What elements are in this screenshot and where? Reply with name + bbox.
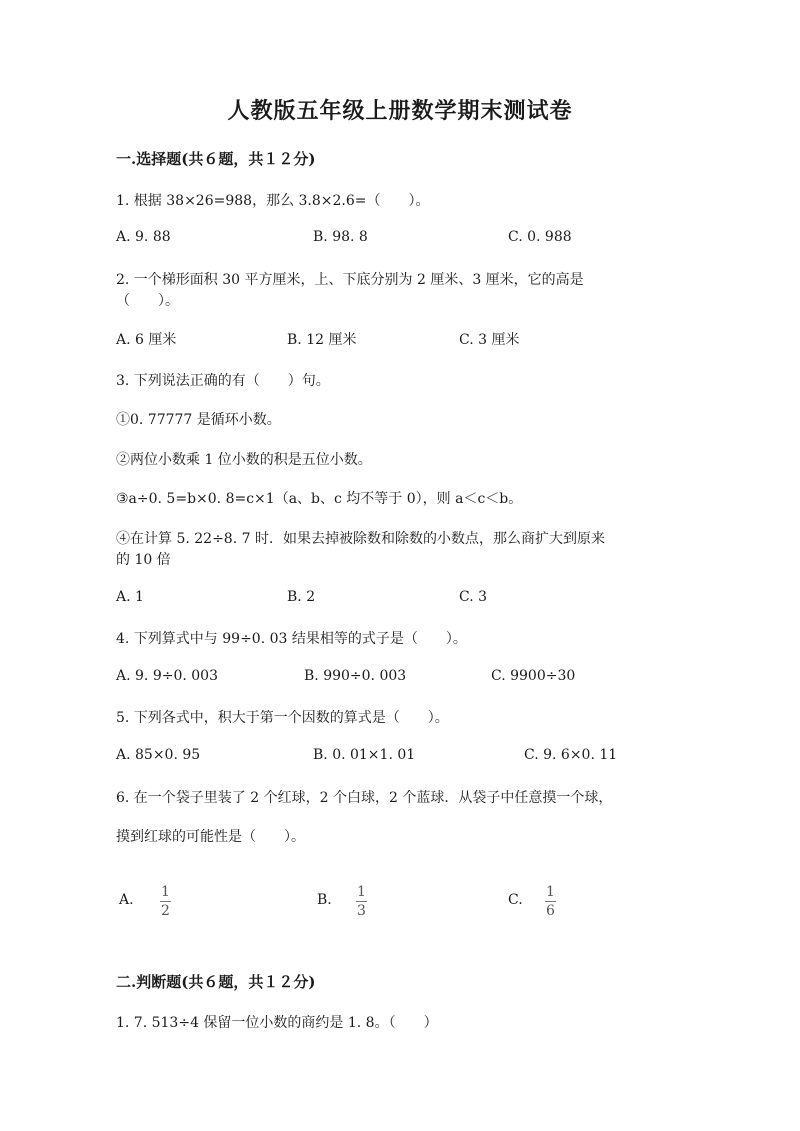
question-6-option-c-label[interactable]: C. <box>508 892 523 908</box>
question-3-text: 3. 下列说法正确的有（ ）句。 <box>116 373 330 389</box>
question-3-option-b[interactable]: B. 2 <box>287 589 316 605</box>
fraction-bar <box>545 901 556 902</box>
question-6-option-a-fraction[interactable] <box>160 884 171 919</box>
question-3-statement-4-line1: ④在计算 5. 22÷8. 7 时．如果去掉被除数和除数的小数点，那么商扩大到原来 <box>116 531 605 547</box>
question-2-text-line1: 2. 一个梯形面积 30 平方厘米，上、下底分别为 2 厘米、3 厘米，它的高是 <box>116 272 584 288</box>
question-2-option-c[interactable]: C. 3 厘米 <box>459 332 520 348</box>
question-6-option-b-label[interactable]: B. <box>317 892 332 908</box>
fraction-numerator: 1 <box>546 884 555 900</box>
question-4-option-b[interactable]: B. 990÷0. 003 <box>304 668 407 684</box>
question-2-text-line2: （ ）。 <box>116 293 179 309</box>
question-4-option-c[interactable]: C. 9900÷30 <box>491 668 576 684</box>
question-3-statement-3: ③a÷0. 5=b×0. 8=c×1（a、b、c 均不等于 0），则 a＜c＜b。 <box>116 491 523 507</box>
question-6-option-a-label[interactable]: A. <box>119 892 134 908</box>
question-3-statement-2: ②两位小数乘 1 位小数的积是五位小数。 <box>116 452 372 468</box>
question-1-option-b[interactable]: B. 98. 8 <box>313 229 368 245</box>
page-title: 人教版五年级上册数学期末测试卷 <box>227 98 573 124</box>
question-5-option-b[interactable]: B. 0. 01×1. 01 <box>313 747 416 763</box>
question-6-text-line2: 摸到红球的可能性是（ ）。 <box>116 829 305 845</box>
fraction-numerator: 1 <box>161 884 170 900</box>
question-6-option-c-fraction[interactable] <box>545 884 556 919</box>
question-4-option-a[interactable]: A. 9. 9÷0. 003 <box>116 668 218 684</box>
question-4-text: 4. 下列算式中与 99÷0. 03 结果相等的式子是（ ）。 <box>116 631 467 647</box>
question-5-option-a[interactable]: A. 85×0. 95 <box>116 747 201 763</box>
fraction-bar <box>160 901 171 902</box>
question-5-option-c[interactable]: C. 9. 6×0. 11 <box>524 747 618 763</box>
fraction-denominator: 6 <box>546 903 555 919</box>
section-heading-choice: 一.选择题(共６题，共１２分) <box>116 150 316 168</box>
question-5-text: 5. 下列各式中，积大于第一个因数的算式是（ ）。 <box>116 710 449 726</box>
fraction-denominator: 3 <box>357 903 366 919</box>
question-3-statement-4-line2: 的 10 倍 <box>116 552 171 568</box>
question-3-statement-1: ①0. 77777 是循环小数。 <box>116 412 281 428</box>
question-1-option-c[interactable]: C. 0. 988 <box>508 229 572 245</box>
question-1-option-a[interactable]: A. 9. 88 <box>116 229 171 245</box>
question-6-text-line1: 6. 在一个袋子里装了 2 个红球，2 个白球，2 个蓝球．从袋子中任意摸一个球， <box>116 790 613 806</box>
fraction-numerator: 1 <box>357 884 366 900</box>
fraction-denominator: 2 <box>161 903 170 919</box>
question-2-option-b[interactable]: B. 12 厘米 <box>287 332 357 348</box>
question-1-text: 1. 根据 38×26=988，那么 3.8×2.6=（ ）。 <box>116 193 430 209</box>
question-3-option-c[interactable]: C. 3 <box>459 589 488 605</box>
question-2-option-a[interactable]: A. 6 厘米 <box>116 332 177 348</box>
section-heading-judgement: 二.判断题(共６题，共１２分) <box>116 973 316 991</box>
question-3-option-a[interactable]: A. 1 <box>116 589 144 605</box>
question-6-option-b-fraction[interactable] <box>356 884 367 919</box>
fraction-bar <box>356 901 367 902</box>
judgement-1-text: 1. 7. 513÷4 保留一位小数的商约是 1. 8。（ ） <box>116 1015 438 1031</box>
